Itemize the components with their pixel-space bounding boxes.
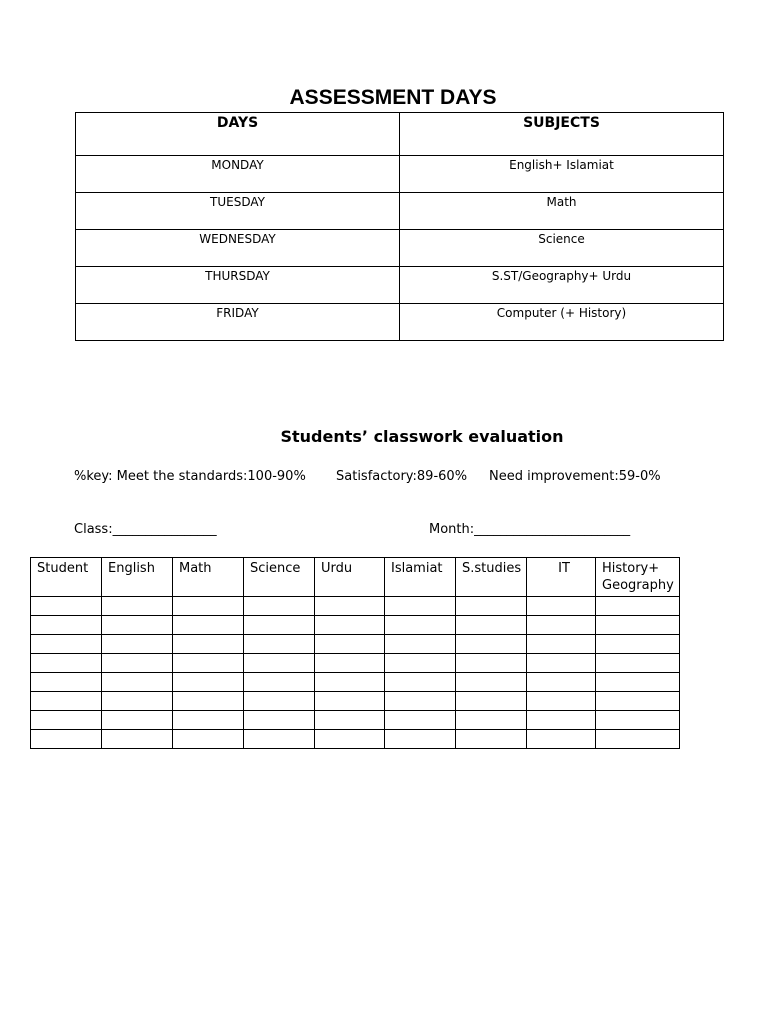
grid-cell[interactable] bbox=[102, 673, 173, 692]
schedule-row bbox=[76, 304, 724, 341]
grid-cell[interactable] bbox=[527, 711, 596, 730]
grid-cell[interactable] bbox=[385, 692, 456, 711]
key-meet-standards: %key: Meet the standards:100-90% bbox=[74, 469, 306, 484]
grid-cell[interactable] bbox=[315, 597, 385, 616]
grid-cell[interactable] bbox=[244, 730, 315, 749]
grid-cell[interactable] bbox=[456, 673, 527, 692]
grid-cell[interactable] bbox=[102, 597, 173, 616]
grid-cell[interactable] bbox=[385, 597, 456, 616]
grid-row bbox=[31, 597, 680, 616]
grid-cell[interactable] bbox=[456, 711, 527, 730]
month-field: Month:________________________ bbox=[429, 522, 631, 537]
schedule-subject: Math bbox=[400, 193, 724, 230]
column-header: Urdu bbox=[315, 558, 385, 597]
grid-cell[interactable] bbox=[315, 730, 385, 749]
grid-cell[interactable] bbox=[244, 654, 315, 673]
grid-cell[interactable] bbox=[456, 597, 527, 616]
grid-cell[interactable] bbox=[315, 673, 385, 692]
subjects-header: SUBJECTS bbox=[400, 113, 724, 156]
grid-cell[interactable] bbox=[173, 711, 244, 730]
evaluation-title: Students’ classwork evaluation bbox=[280, 427, 564, 446]
schedule-row bbox=[76, 267, 724, 304]
grid-row bbox=[31, 673, 680, 692]
grid-cell[interactable] bbox=[385, 635, 456, 654]
grid-cell[interactable] bbox=[173, 654, 244, 673]
schedule-row bbox=[76, 230, 724, 267]
grid-cell[interactable] bbox=[102, 730, 173, 749]
grid-cell[interactable] bbox=[173, 730, 244, 749]
column-header: Math bbox=[173, 558, 244, 597]
grid-header-row bbox=[31, 558, 680, 597]
grid-cell[interactable] bbox=[31, 711, 102, 730]
assessment-title: ASSESSMENT DAYS bbox=[289, 86, 497, 109]
grid-cell[interactable] bbox=[456, 730, 527, 749]
grid-cell[interactable] bbox=[244, 692, 315, 711]
grid-cell[interactable] bbox=[527, 597, 596, 616]
grid-cell[interactable] bbox=[244, 711, 315, 730]
grid-cell[interactable] bbox=[385, 616, 456, 635]
evaluation-grid-table bbox=[30, 557, 680, 749]
grid-cell[interactable] bbox=[315, 635, 385, 654]
grid-cell[interactable] bbox=[315, 692, 385, 711]
grid-cell[interactable] bbox=[173, 673, 244, 692]
grid-row bbox=[31, 635, 680, 654]
grid-cell[interactable] bbox=[385, 673, 456, 692]
schedule-row bbox=[76, 193, 724, 230]
column-header: Islamiat bbox=[385, 558, 456, 597]
grid-row bbox=[31, 730, 680, 749]
column-header: English bbox=[102, 558, 173, 597]
grid-cell[interactable] bbox=[102, 654, 173, 673]
schedule-subject: Science bbox=[400, 230, 724, 267]
schedule-subject: English+ Islamiat bbox=[400, 156, 724, 193]
grid-cell[interactable] bbox=[31, 616, 102, 635]
grid-cell[interactable] bbox=[315, 616, 385, 635]
grid-cell[interactable] bbox=[527, 673, 596, 692]
grid-cell[interactable] bbox=[596, 635, 680, 654]
grid-cell[interactable] bbox=[385, 730, 456, 749]
grid-cell[interactable] bbox=[31, 654, 102, 673]
key-satisfactory: Satisfactory:89-60% bbox=[336, 469, 468, 484]
grid-cell[interactable] bbox=[102, 616, 173, 635]
grid-cell[interactable] bbox=[173, 635, 244, 654]
grid-cell[interactable] bbox=[596, 730, 680, 749]
grid-cell[interactable] bbox=[596, 673, 680, 692]
grid-cell[interactable] bbox=[244, 597, 315, 616]
assessment-schedule-table bbox=[75, 112, 724, 341]
grid-cell[interactable] bbox=[527, 654, 596, 673]
column-header: History+ Geography bbox=[596, 558, 680, 597]
grid-cell[interactable] bbox=[456, 692, 527, 711]
schedule-day: TUESDAY bbox=[76, 193, 400, 230]
grid-cell[interactable] bbox=[173, 616, 244, 635]
grid-cell[interactable] bbox=[315, 654, 385, 673]
grid-cell[interactable] bbox=[102, 635, 173, 654]
grid-cell[interactable] bbox=[385, 654, 456, 673]
grid-cell[interactable] bbox=[596, 692, 680, 711]
schedule-day: THURSDAY bbox=[76, 267, 400, 304]
grid-cell[interactable] bbox=[456, 635, 527, 654]
grid-cell[interactable] bbox=[596, 711, 680, 730]
grid-row bbox=[31, 692, 680, 711]
grid-row bbox=[31, 654, 680, 673]
column-header: Science bbox=[244, 558, 315, 597]
grid-cell[interactable] bbox=[173, 692, 244, 711]
schedule-day: FRIDAY bbox=[76, 304, 400, 341]
grid-cell[interactable] bbox=[527, 730, 596, 749]
grid-cell[interactable] bbox=[244, 673, 315, 692]
grid-row bbox=[31, 711, 680, 730]
grid-cell[interactable] bbox=[31, 673, 102, 692]
grid-cell[interactable] bbox=[385, 711, 456, 730]
schedule-day: MONDAY bbox=[76, 156, 400, 193]
grid-cell[interactable] bbox=[173, 597, 244, 616]
grid-cell[interactable] bbox=[102, 711, 173, 730]
grid-cell[interactable] bbox=[596, 616, 680, 635]
grid-cell[interactable] bbox=[315, 711, 385, 730]
grid-cell[interactable] bbox=[31, 692, 102, 711]
grid-cell[interactable] bbox=[527, 616, 596, 635]
column-header: S.studies bbox=[456, 558, 527, 597]
grid-cell[interactable] bbox=[527, 692, 596, 711]
column-header: Student bbox=[31, 558, 102, 597]
schedule-subject: S.ST/Geography+ Urdu bbox=[400, 267, 724, 304]
grid-cell[interactable] bbox=[456, 616, 527, 635]
grid-cell[interactable] bbox=[456, 654, 527, 673]
grid-cell[interactable] bbox=[31, 635, 102, 654]
days-header: DAYS bbox=[76, 113, 400, 156]
grid-cell[interactable] bbox=[31, 597, 102, 616]
grid-cell[interactable] bbox=[244, 635, 315, 654]
key-need-improvement: Need improvement:59-0% bbox=[489, 469, 661, 484]
grid-cell[interactable] bbox=[31, 730, 102, 749]
grid-cell[interactable] bbox=[596, 654, 680, 673]
schedule-day: WEDNESDAY bbox=[76, 230, 400, 267]
grid-cell[interactable] bbox=[244, 616, 315, 635]
schedule-subject: Computer (+ History) bbox=[400, 304, 724, 341]
grid-cell[interactable] bbox=[102, 692, 173, 711]
grid-cell[interactable] bbox=[596, 597, 680, 616]
schedule-row bbox=[76, 156, 724, 193]
grid-row bbox=[31, 616, 680, 635]
class-field: Class:________________ bbox=[74, 522, 217, 537]
column-header: IT bbox=[527, 558, 596, 597]
grid-cell[interactable] bbox=[527, 635, 596, 654]
schedule-header-row bbox=[76, 113, 724, 156]
